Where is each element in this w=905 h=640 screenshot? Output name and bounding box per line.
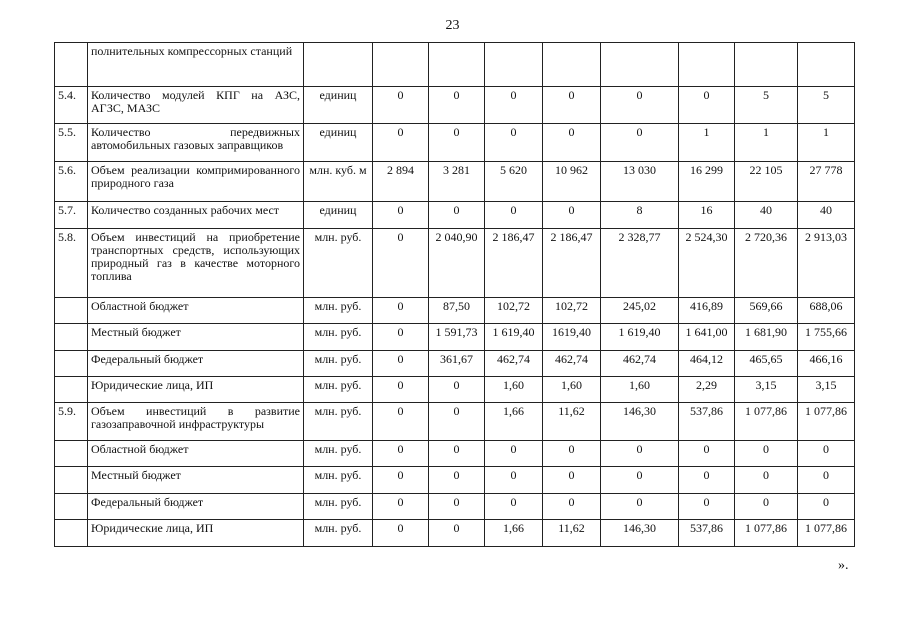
value-cell: 146,30: [601, 403, 679, 441]
value-cell: 361,67: [429, 351, 485, 377]
value-cell: 1: [735, 124, 798, 162]
table-row: [55, 43, 855, 87]
value-cell: 0: [485, 124, 543, 162]
row-number-cell: 5.8.: [55, 229, 88, 298]
indicator-name-cell: Областной бюджет: [88, 441, 304, 467]
table-row: [55, 124, 855, 162]
row-number-cell: [55, 467, 88, 494]
value-cell: 0: [485, 441, 543, 467]
indicator-name-cell: Юридические лица, ИП: [88, 520, 304, 547]
table-row: [55, 441, 855, 467]
value-cell: [601, 43, 679, 87]
value-cell: 537,86: [679, 403, 735, 441]
indicator-name-cell: Федеральный бюджет: [88, 351, 304, 377]
unit-cell: млн. руб.: [304, 324, 373, 351]
value-cell: 0: [543, 202, 601, 229]
value-cell: [429, 43, 485, 87]
value-cell: 0: [485, 202, 543, 229]
row-number-cell: [55, 377, 88, 403]
value-cell: 40: [735, 202, 798, 229]
value-cell: 0: [373, 351, 429, 377]
value-cell: 0: [679, 467, 735, 494]
table-row: [55, 202, 855, 229]
value-cell: [735, 43, 798, 87]
unit-cell: единиц: [304, 124, 373, 162]
table-row: [55, 520, 855, 547]
value-cell: 2 186,47: [543, 229, 601, 298]
value-cell: 16 299: [679, 162, 735, 202]
indicator-name-cell: Количество передвижных автомобильных газовых заправщиков: [88, 124, 304, 162]
unit-cell: единиц: [304, 202, 373, 229]
unit-cell: млн. руб.: [304, 467, 373, 494]
value-cell: 537,86: [679, 520, 735, 547]
value-cell: 1 755,66: [798, 324, 855, 351]
value-cell: 0: [543, 441, 601, 467]
value-cell: 1: [679, 124, 735, 162]
row-number-cell: 5.4.: [55, 87, 88, 124]
value-cell: 0: [429, 202, 485, 229]
value-cell: 0: [485, 87, 543, 124]
row-number-cell: [55, 494, 88, 520]
indicator-name-cell: Юридические лица, ИП: [88, 377, 304, 403]
value-cell: 462,74: [601, 351, 679, 377]
value-cell: 1: [798, 124, 855, 162]
value-cell: 5: [735, 87, 798, 124]
value-cell: 0: [543, 494, 601, 520]
table-row: [55, 494, 855, 520]
row-number-cell: 5.7.: [55, 202, 88, 229]
value-cell: 16: [679, 202, 735, 229]
value-cell: 102,72: [543, 298, 601, 324]
row-number-cell: [55, 351, 88, 377]
value-cell: 2 720,36: [735, 229, 798, 298]
indicator-name-cell: Объем инвестиций на приобретение транспортных средств, использующих природный газ в качестве моторного топлива: [88, 229, 304, 298]
value-cell: 2 913,03: [798, 229, 855, 298]
value-cell: 0: [373, 441, 429, 467]
value-cell: 0: [735, 441, 798, 467]
value-cell: [485, 43, 543, 87]
value-cell: 2 894: [373, 162, 429, 202]
value-cell: 416,89: [679, 298, 735, 324]
value-cell: 0: [373, 87, 429, 124]
value-cell: 2 186,47: [485, 229, 543, 298]
indicator-name-cell: Местный бюджет: [88, 324, 304, 351]
value-cell: 0: [429, 441, 485, 467]
unit-cell: млн. куб. м: [304, 162, 373, 202]
value-cell: 0: [373, 403, 429, 441]
value-cell: 3,15: [735, 377, 798, 403]
value-cell: 1 641,00: [679, 324, 735, 351]
row-number-cell: [55, 298, 88, 324]
end-quote-mark: ».: [838, 558, 849, 573]
value-cell: 27 778: [798, 162, 855, 202]
value-cell: 146,30: [601, 520, 679, 547]
unit-cell: млн. руб.: [304, 229, 373, 298]
indicator-name-cell: Местный бюджет: [88, 467, 304, 494]
table-row: [55, 324, 855, 351]
value-cell: 0: [485, 467, 543, 494]
value-cell: 245,02: [601, 298, 679, 324]
value-cell: 1,60: [601, 377, 679, 403]
table-row: [55, 298, 855, 324]
indicator-name-cell: Объем инвестиций в развитие газозаправочной инфраструктуры: [88, 403, 304, 441]
value-cell: 0: [373, 324, 429, 351]
value-cell: 462,74: [543, 351, 601, 377]
value-cell: 0: [373, 298, 429, 324]
value-cell: 0: [543, 124, 601, 162]
table-row: [55, 351, 855, 377]
value-cell: 1,60: [485, 377, 543, 403]
value-cell: 1 077,86: [735, 403, 798, 441]
value-cell: 569,66: [735, 298, 798, 324]
value-cell: 3,15: [798, 377, 855, 403]
value-cell: 40: [798, 202, 855, 229]
value-cell: 1619,40: [543, 324, 601, 351]
value-cell: 1 077,86: [798, 403, 855, 441]
value-cell: 0: [679, 441, 735, 467]
value-cell: [373, 43, 429, 87]
value-cell: [543, 43, 601, 87]
value-cell: 688,06: [798, 298, 855, 324]
value-cell: 0: [798, 494, 855, 520]
value-cell: 22 105: [735, 162, 798, 202]
value-cell: 1 681,90: [735, 324, 798, 351]
value-cell: 1 619,40: [601, 324, 679, 351]
row-number-cell: 5.5.: [55, 124, 88, 162]
value-cell: 13 030: [601, 162, 679, 202]
value-cell: 1,66: [485, 520, 543, 547]
table-row: [55, 229, 855, 298]
value-cell: 0: [601, 441, 679, 467]
value-cell: 3 281: [429, 162, 485, 202]
value-cell: 0: [543, 467, 601, 494]
value-cell: 1 619,40: [485, 324, 543, 351]
value-cell: 464,12: [679, 351, 735, 377]
value-cell: 0: [429, 520, 485, 547]
value-cell: 5: [798, 87, 855, 124]
value-cell: 1 077,86: [735, 520, 798, 547]
row-number-cell: [55, 43, 88, 87]
value-cell: 0: [601, 124, 679, 162]
value-cell: 2,29: [679, 377, 735, 403]
value-cell: 102,72: [485, 298, 543, 324]
value-cell: 0: [373, 494, 429, 520]
value-cell: 1 591,73: [429, 324, 485, 351]
value-cell: 1,60: [543, 377, 601, 403]
row-number-cell: [55, 441, 88, 467]
unit-cell: единиц: [304, 87, 373, 124]
value-cell: 11,62: [543, 520, 601, 547]
value-cell: 11,62: [543, 403, 601, 441]
unit-cell: млн. руб.: [304, 520, 373, 547]
table-row: [55, 377, 855, 403]
value-cell: 0: [735, 494, 798, 520]
value-cell: 1 077,86: [798, 520, 855, 547]
unit-cell: млн. руб.: [304, 377, 373, 403]
value-cell: 0: [429, 467, 485, 494]
unit-cell: млн. руб.: [304, 441, 373, 467]
unit-cell: [304, 43, 373, 87]
unit-cell: млн. руб.: [304, 298, 373, 324]
value-cell: 0: [429, 494, 485, 520]
value-cell: 87,50: [429, 298, 485, 324]
value-cell: 0: [679, 494, 735, 520]
row-number-cell: 5.6.: [55, 162, 88, 202]
table-row: [55, 403, 855, 441]
value-cell: 2 328,77: [601, 229, 679, 298]
row-number-cell: [55, 520, 88, 547]
row-number-cell: 5.9.: [55, 403, 88, 441]
row-number-cell: [55, 324, 88, 351]
value-cell: 0: [543, 87, 601, 124]
indicator-name-cell: Количество модулей КПГ на АЗС, АГЗС, МАЗС: [88, 87, 304, 124]
table-row: [55, 162, 855, 202]
value-cell: [798, 43, 855, 87]
value-cell: 1,66: [485, 403, 543, 441]
value-cell: 0: [373, 202, 429, 229]
value-cell: 0: [601, 494, 679, 520]
value-cell: 0: [429, 377, 485, 403]
table-row: [55, 467, 855, 494]
value-cell: 0: [798, 441, 855, 467]
indicator-name-cell: Количество созданных рабочих мест: [88, 202, 304, 229]
value-cell: 0: [601, 467, 679, 494]
indicator-name-cell: Объем реализации компримированного природного газа: [88, 162, 304, 202]
value-cell: 0: [429, 87, 485, 124]
value-cell: 2 524,30: [679, 229, 735, 298]
indicator-name-cell: полнительных компрессорных станций: [88, 43, 304, 87]
value-cell: [679, 43, 735, 87]
unit-cell: млн. руб.: [304, 403, 373, 441]
value-cell: 0: [373, 377, 429, 403]
value-cell: 0: [373, 520, 429, 547]
value-cell: 462,74: [485, 351, 543, 377]
value-cell: 0: [373, 229, 429, 298]
value-cell: 0: [429, 403, 485, 441]
value-cell: 0: [429, 124, 485, 162]
value-cell: 465,65: [735, 351, 798, 377]
indicator-name-cell: Областной бюджет: [88, 298, 304, 324]
value-cell: 0: [373, 124, 429, 162]
value-cell: 0: [601, 87, 679, 124]
value-cell: 5 620: [485, 162, 543, 202]
value-cell: 0: [373, 467, 429, 494]
indicator-name-cell: Федеральный бюджет: [88, 494, 304, 520]
unit-cell: млн. руб.: [304, 494, 373, 520]
value-cell: 0: [485, 494, 543, 520]
value-cell: 10 962: [543, 162, 601, 202]
value-cell: 0: [798, 467, 855, 494]
page-number: 23: [445, 18, 460, 33]
table-row: [55, 87, 855, 124]
value-cell: 0: [679, 87, 735, 124]
unit-cell: млн. руб.: [304, 351, 373, 377]
value-cell: 8: [601, 202, 679, 229]
value-cell: 0: [735, 467, 798, 494]
value-cell: 2 040,90: [429, 229, 485, 298]
value-cell: 466,16: [798, 351, 855, 377]
indicators-table: [54, 42, 855, 547]
